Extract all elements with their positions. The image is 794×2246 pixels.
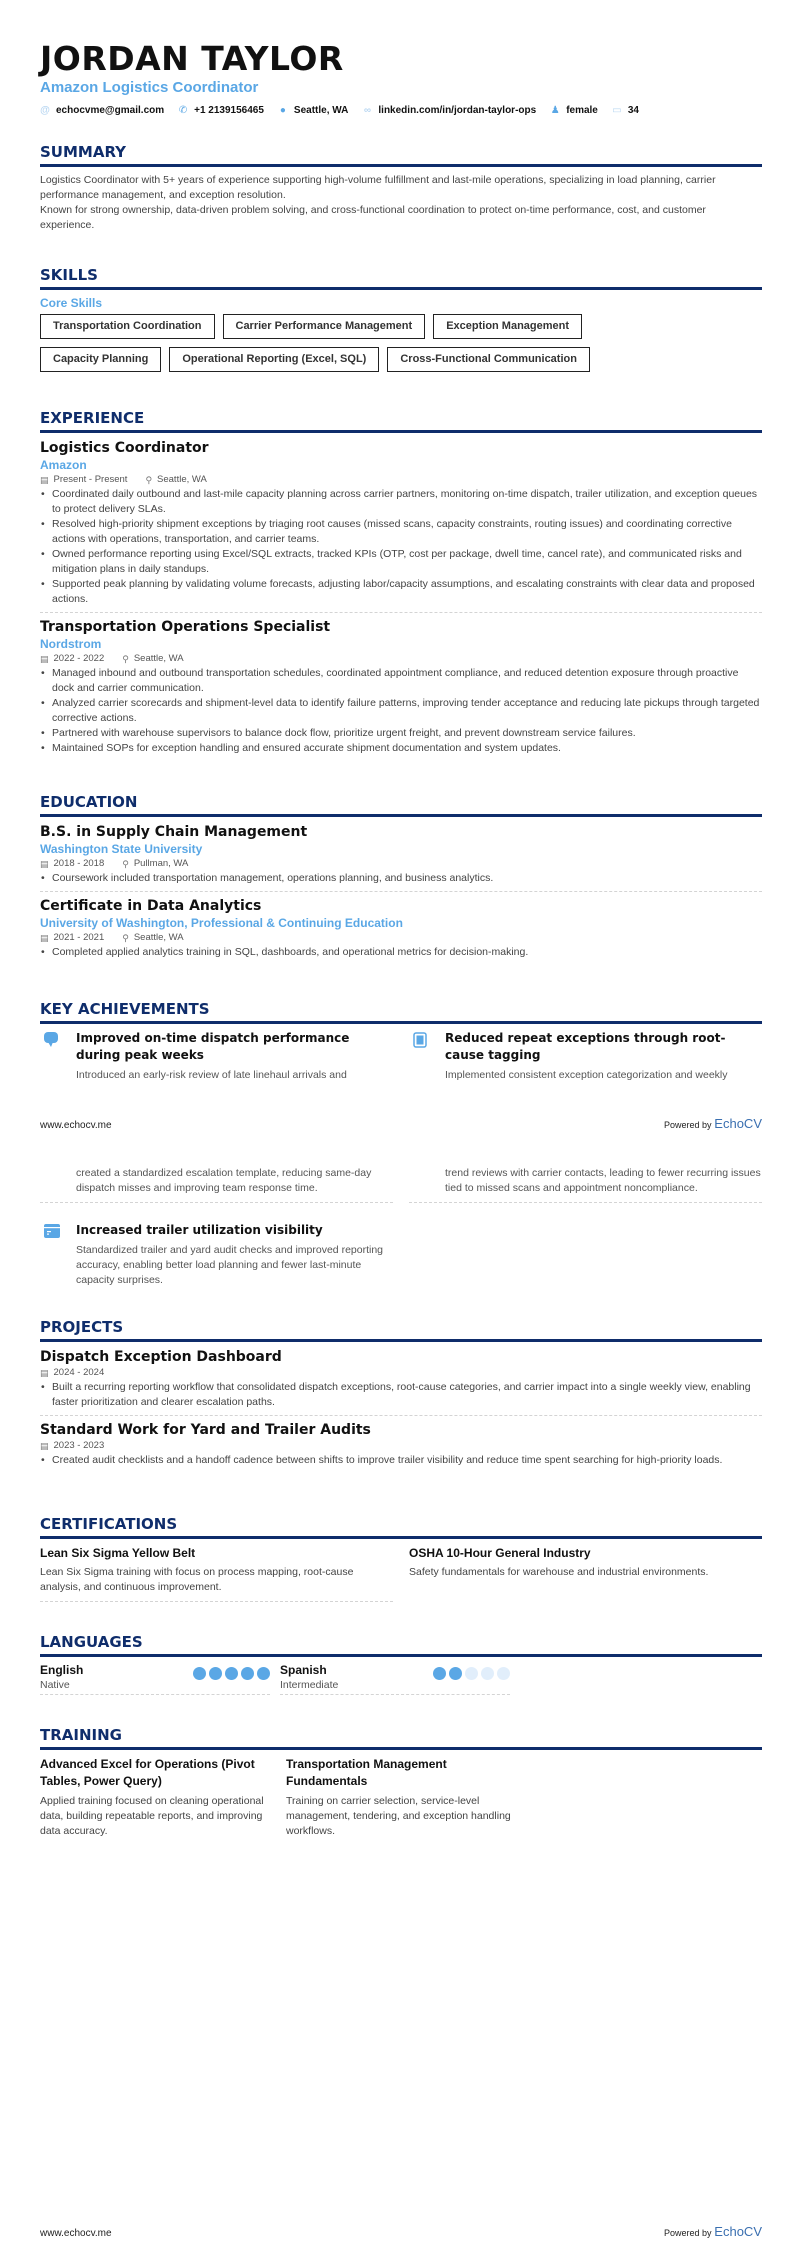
achievement-desc: Implemented consistent exception categorization and weekly bbox=[445, 1069, 728, 1081]
achievements-continued bbox=[40, 1166, 762, 1211]
certification-desc: Safety fundamentals for warehouse and industrial environments. bbox=[409, 1566, 709, 1578]
skills-section bbox=[40, 266, 762, 372]
location-icon: ⚲ bbox=[122, 654, 129, 664]
calendar-icon: ▤ bbox=[40, 859, 49, 869]
project-entry bbox=[40, 1348, 762, 1416]
achievement-item bbox=[40, 1030, 393, 1089]
achievement-title: Reduced repeat exceptions through root-cause tagging bbox=[445, 1031, 726, 1062]
certifications-section bbox=[40, 1515, 762, 1602]
bullet-list bbox=[40, 487, 762, 607]
brand-logo[interactable]: EchoCV bbox=[714, 1116, 762, 1131]
bullet-item: • Built a recurring reporting workflow that consolidated dispatch exceptions, root-cause categories, and carrier impact into a single weekly view, enabling faster prioritization and clearer escalation paths. bbox=[40, 1380, 762, 1410]
calendar-icon: ▤ bbox=[40, 933, 49, 943]
bullet-list bbox=[40, 945, 762, 960]
degree-title: B.S. in Supply Chain Management bbox=[40, 824, 308, 840]
achievement-item bbox=[40, 1222, 393, 1294]
section-title: EDUCATION bbox=[40, 793, 762, 817]
company-name: Nordstrom bbox=[40, 637, 102, 651]
person-icon: ♟ bbox=[550, 105, 560, 116]
training-name: Transportation Management Fundamentals bbox=[286, 1757, 447, 1788]
language-level: Native bbox=[40, 1679, 70, 1691]
contact-email[interactable]: @ echocvme@gmail.com bbox=[40, 105, 165, 116]
bullet-list bbox=[40, 871, 762, 886]
footer-site-link[interactable]: www.echocv.me bbox=[40, 1120, 112, 1131]
job-title: Logistics Coordinator bbox=[40, 440, 209, 456]
location-icon: ● bbox=[279, 105, 286, 116]
chat-bubble-icon bbox=[40, 1030, 76, 1083]
skill-chip: Cross-Functional Communication bbox=[387, 347, 590, 372]
achievement-item-continued bbox=[409, 1166, 762, 1203]
certification-desc: Lean Six Sigma training with focus on process mapping, root-cause analysis, and continuous improvement. bbox=[40, 1566, 354, 1593]
achievements-section bbox=[40, 1000, 762, 1097]
resume-header bbox=[40, 40, 762, 116]
bullet-list bbox=[40, 1380, 762, 1410]
candidate-name: JORDAN TAYLOR bbox=[40, 39, 344, 78]
experience-entry bbox=[40, 618, 762, 761]
phone-icon: ✆ bbox=[178, 105, 188, 116]
entry-meta: ▤ 2018 - 2018 ⚲ Pullman, WA bbox=[40, 858, 189, 869]
entry-meta: ▤ 2022 - 2022 ⚲ Seattle, WA bbox=[40, 653, 184, 664]
entry-meta: ▤ 2021 - 2021 ⚲ Seattle, WA bbox=[40, 932, 184, 943]
training-item bbox=[40, 1756, 270, 1839]
bullet-list bbox=[40, 1453, 762, 1468]
experience-entry bbox=[40, 439, 762, 613]
link-icon: ∞ bbox=[363, 105, 371, 116]
location-icon: ⚲ bbox=[122, 933, 129, 943]
bullet-item: • Created audit checklists and a handoff cadence between shifts to improve trailer visibility and reduce time spent searching for high-priority loads. bbox=[40, 1453, 762, 1468]
training-name: Advanced Excel for Operations (Pivot Tables, Power Query) bbox=[40, 1757, 255, 1788]
footer-site-link[interactable]: www.echocv.me bbox=[40, 2228, 112, 2239]
certification-item bbox=[409, 1545, 762, 1602]
certification-name: Lean Six Sigma Yellow Belt bbox=[40, 1546, 196, 1560]
powered-by-label: Powered by bbox=[663, 1120, 712, 1130]
calendar-icon: ▭ bbox=[612, 105, 622, 116]
company-name: Amazon bbox=[40, 458, 87, 472]
contact-gender: ♟ female bbox=[550, 105, 598, 116]
brand-logo[interactable]: EchoCV bbox=[714, 2224, 762, 2239]
achievement-desc: Introduced an early-risk review of late linehaul arrivals and bbox=[76, 1069, 347, 1081]
skills-group-title: Core Skills bbox=[40, 296, 103, 310]
entry-meta: ▤ Present - Present ⚲ Seattle, WA bbox=[40, 474, 207, 485]
language-name: English bbox=[40, 1663, 84, 1677]
bullet-item: • Coordinated daily outbound and last-mile capacity planning across carrier partners, monitoring on-time dispatch, trailer utilization, and exception queues to protect delivery SLAs. bbox=[40, 487, 762, 517]
training-section bbox=[40, 1726, 762, 1839]
achievement-title: Improved on-time dispatch performance during peak weeks bbox=[76, 1031, 350, 1062]
certification-item bbox=[40, 1545, 393, 1602]
contact-phone[interactable]: ✆ +1 2139156465 bbox=[178, 105, 264, 116]
bullet-item: • Maintained SOPs for exception handling and ensured accurate shipment documentation and system updates. bbox=[40, 741, 762, 756]
calendar-icon: ▤ bbox=[40, 1441, 49, 1451]
section-title: SKILLS bbox=[40, 266, 762, 290]
skill-chips bbox=[40, 314, 680, 372]
section-title: SUMMARY bbox=[40, 143, 762, 167]
bullet-item: • Resolved high-priority shipment exceptions by triaging root causes (missed scans, capacity constraints, routing issues) and coordinating corrective actions with operations, transportation, and carrier teams. bbox=[40, 517, 762, 547]
projects-section bbox=[40, 1318, 762, 1478]
achievement-title: Increased trailer utilization visibility bbox=[76, 1223, 323, 1237]
section-title: PROJECTS bbox=[40, 1318, 762, 1342]
chip-icon bbox=[409, 1030, 445, 1083]
skill-chip: Exception Management bbox=[433, 314, 582, 339]
training-item bbox=[286, 1756, 516, 1839]
summary-paragraph: Known for strong ownership, data-driven problem solving, and cross-functional coordination to protect on-time performance, cost, and customer experience. bbox=[40, 204, 706, 231]
education-entry bbox=[40, 823, 762, 892]
job-title: Transportation Operations Specialist bbox=[40, 619, 331, 635]
skill-chip: Carrier Performance Management bbox=[223, 314, 426, 339]
calendar-icon: ▤ bbox=[40, 475, 49, 485]
at-icon: @ bbox=[40, 105, 50, 116]
language-name: Spanish bbox=[280, 1663, 327, 1677]
achievement-desc: Standardized trailer and yard audit checks and improved reporting accuracy, enabling better load planning and fewer last-minute capacity surprises. bbox=[76, 1244, 384, 1286]
language-level: Intermediate bbox=[280, 1679, 339, 1691]
contact-location: ● Seattle, WA bbox=[279, 105, 349, 116]
section-title: TRAINING bbox=[40, 1726, 762, 1750]
training-desc: Training on carrier selection, service-level management, tendering, and exception handling workflows. bbox=[286, 1795, 511, 1837]
achievement-item-continued bbox=[40, 1166, 393, 1203]
project-name: Standard Work for Yard and Trailer Audits bbox=[40, 1422, 371, 1438]
powered-by-label: Powered by bbox=[663, 2228, 712, 2238]
section-title: CERTIFICATIONS bbox=[40, 1515, 762, 1539]
education-entry bbox=[40, 897, 762, 965]
project-name: Dispatch Exception Dashboard bbox=[40, 1349, 282, 1365]
school-name: Washington State University bbox=[40, 842, 203, 856]
summary-section bbox=[40, 143, 762, 233]
language-item bbox=[40, 1663, 270, 1695]
entry-meta: ▤ 2023 - 2023 bbox=[40, 1440, 105, 1451]
languages-section bbox=[40, 1633, 762, 1695]
entry-meta: ▤ 2024 - 2024 bbox=[40, 1367, 105, 1378]
window-icon bbox=[40, 1222, 76, 1288]
section-title: LANGUAGES bbox=[40, 1633, 762, 1657]
bullet-item: • Supported peak planning by validating volume forecasts, adjusting labor/capacity assumptions, and escalating constraints with clear data and proposed actions. bbox=[40, 577, 762, 607]
bullet-item: • Completed applied analytics training in SQL, dashboards, and operational metrics for decision-making. bbox=[40, 945, 762, 960]
location-icon: ⚲ bbox=[145, 475, 153, 485]
contact-age: ▭ 34 bbox=[612, 105, 639, 116]
skill-chip: Capacity Planning bbox=[40, 347, 161, 372]
contact-bar bbox=[40, 105, 762, 116]
achievement-desc: created a standardized escalation template, reducing same-day dispatch misses and improving team response time. bbox=[76, 1167, 372, 1194]
proficiency-dots bbox=[193, 1663, 270, 1692]
experience-section bbox=[40, 409, 762, 766]
project-entry bbox=[40, 1421, 762, 1473]
achievement-desc: trend reviews with carrier contacts, leading to fewer recurring issues tied to missed scans and appointment noncompliance. bbox=[445, 1167, 761, 1194]
certification-name: OSHA 10-Hour General Industry bbox=[409, 1546, 591, 1560]
bullet-item: • Analyzed carrier scorecards and shipment-level data to identify failure patterns, improving tender acceptance and reducing late pickups through targeted corrective actions. bbox=[40, 696, 762, 726]
summary-paragraph: Logistics Coordinator with 5+ years of experience supporting high-volume fulfillment and last-mile operations, specializing in load planning, carrier performance management, and exception resolution. bbox=[40, 174, 716, 201]
degree-title: Certificate in Data Analytics bbox=[40, 898, 262, 914]
education-section bbox=[40, 793, 762, 970]
page-footer bbox=[40, 2224, 762, 2239]
calendar-icon: ▤ bbox=[40, 654, 49, 664]
bullet-item: • Managed inbound and outbound transportation schedules, coordinated appointment compliance, and reduced detention exposure through proactive dock and carrier communication. bbox=[40, 666, 762, 696]
achievements-grid bbox=[40, 1030, 762, 1097]
language-item bbox=[280, 1663, 510, 1695]
location-icon: ⚲ bbox=[122, 859, 129, 869]
bullet-item: • Partnered with warehouse supervisors to balance dock flow, prioritize urgent freight, and prevent downstream service failures. bbox=[40, 726, 762, 741]
page-footer bbox=[40, 1116, 762, 1131]
school-name: University of Washington, Professional & Continuing Education bbox=[40, 916, 403, 930]
section-title: KEY ACHIEVEMENTS bbox=[40, 1000, 762, 1024]
section-title: EXPERIENCE bbox=[40, 409, 762, 433]
bullet-list bbox=[40, 666, 762, 756]
bullet-item: • Coursework included transportation management, operations planning, and business analytics. bbox=[40, 871, 762, 886]
skill-chip: Transportation Coordination bbox=[40, 314, 215, 339]
bullet-item: • Owned performance reporting using Excel/SQL extracts, tracked KPIs (OTP, cost per package, dwell time, cancel rate), and communicated risks and mitigation plans in daily standups. bbox=[40, 547, 762, 577]
training-desc: Applied training focused on cleaning operational data, building repeatable reports, and improving data accuracy. bbox=[40, 1795, 264, 1837]
proficiency-dots bbox=[433, 1663, 510, 1692]
calendar-icon: ▤ bbox=[40, 1368, 49, 1378]
achievement-item bbox=[409, 1030, 762, 1089]
contact-linkedin[interactable]: ∞ linkedin.com/in/jordan-taylor-ops bbox=[363, 105, 537, 116]
skill-chip: Operational Reporting (Excel, SQL) bbox=[169, 347, 379, 372]
candidate-role: Amazon Logistics Coordinator bbox=[40, 79, 259, 96]
